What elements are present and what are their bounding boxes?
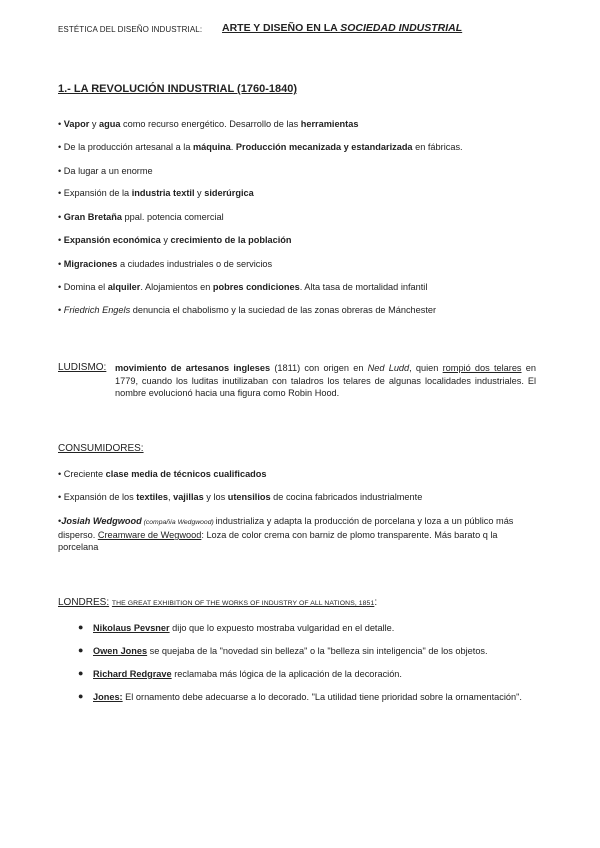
bullet-text: máquina <box>192 142 231 152</box>
bullet-text: a ciudades industriales o de servicios <box>117 259 273 269</box>
title-prefix: ARTE Y DISEÑO EN LA <box>222 22 341 34</box>
w-small: (compañía Wedgwood) <box>141 519 216 526</box>
ludismo-text-3: en 1779, cuando los luditas inutilizaban con taladros los telares de algunas localidades industriales. El nombre evolucionó hacia una figura como Robin Hood. <box>115 363 536 398</box>
section1-bullet <box>58 166 153 176</box>
londres-list-item <box>78 692 522 702</box>
bullet-text: . Alojamientos en <box>140 282 213 292</box>
londres-list-item <box>78 669 402 679</box>
title-italic: SOCIEDAD INDUSTRIAL <box>340 22 463 34</box>
w-underline: Creamware de Wegwood <box>97 530 202 540</box>
bullet-text: • <box>58 235 64 245</box>
ludismo-bold: movimiento de artesanos ingleses <box>115 363 271 373</box>
bullet-text: siderúrgica <box>204 188 254 198</box>
w-name: Josiah Wedgwood <box>61 516 142 526</box>
w-end: : Loza de color crema con barniz de plomo transparente. Más barato q la porcelana <box>58 530 498 552</box>
bullet-text: • Expansión de la <box>58 188 132 198</box>
bullet-text: • <box>58 259 64 269</box>
bullet-text: . Alta tasa de mortalidad infantil <box>299 282 428 292</box>
londres-item-text: se quejaba de la "novedad sin belleza" o la "belleza sin inteligencia" de los objetos. <box>147 646 488 656</box>
consumidores-bullet-1 <box>58 469 267 479</box>
bullet-text: Gran Bretaña <box>63 212 122 222</box>
bullet-text: • <box>58 305 64 315</box>
bullet-text: • Da lugar a un enorme <box>58 166 153 176</box>
bullet-text: y <box>160 235 171 245</box>
londres-item-name: Jones: <box>93 692 123 702</box>
bullet-text: Expansión económica <box>63 235 161 245</box>
bullet-text: y <box>194 188 205 198</box>
section1-bullet <box>58 142 463 152</box>
bullet-text: Friedrich Engels <box>63 305 131 315</box>
section1-bullet <box>58 259 272 269</box>
ludismo-text-1: (1811) con origen en <box>270 363 368 373</box>
londres-item-name: Richard Redgrave <box>93 669 172 679</box>
bullet-dot-icon: ● <box>78 691 84 701</box>
londres-label: LONDRES: <box>58 597 110 608</box>
bullet-text: • De la producción artesanal a la <box>58 142 193 152</box>
ludismo-paragraph <box>58 362 536 400</box>
londres-item-name: Owen Jones <box>93 646 148 656</box>
consumidores-bullet-2 <box>58 492 422 502</box>
wedgwood-paragraph <box>58 515 538 553</box>
ludismo-body <box>115 362 536 400</box>
document-title <box>222 22 462 34</box>
bullet-text: • Domina el <box>58 282 108 292</box>
c2-bold-2: vajillas <box>173 492 204 502</box>
londres-item-text: reclamaba más lógica de la aplicación de la decoración. <box>171 669 402 679</box>
c2-bold-3: utensilios <box>227 492 271 502</box>
bullet-text: y <box>89 119 100 129</box>
section-title-revolucion: 1.- LA REVOLUCIÓN INDUSTRIAL (1760-1840) <box>58 83 297 95</box>
londres-list-item <box>78 646 488 656</box>
section1-bullet <box>58 188 254 198</box>
c2-post: de cocina fabricados industrialmente <box>270 492 423 502</box>
londres-item-name: Nikolaus Pevsner <box>93 623 170 633</box>
londres-item-text: dijo que lo expuesto mostraba vulgaridad en el detalle. <box>169 623 395 633</box>
bullet-text: Migraciones <box>63 259 118 269</box>
section1-bullet <box>58 212 224 222</box>
bullet-text: alquiler <box>107 282 141 292</box>
bullet-text: • <box>58 119 64 129</box>
c1-bold: clase media de técnicos cualificados <box>105 469 267 479</box>
bullet-text: ppal. potencia comercial <box>122 212 224 222</box>
bullet-text: crecimiento de la población <box>170 235 292 245</box>
londres-item-text: El ornamento debe adecuarse a lo decorado. "La utilidad tiene prioridad sobre la ornamentación". <box>122 692 522 702</box>
bullet-text: denuncia el chabolismo y la suciedad de las zonas obreras de Mánchester <box>130 305 437 315</box>
section1-bullet <box>58 282 427 292</box>
bullet-text: . <box>230 142 236 152</box>
c1-pre: • Creciente <box>58 469 106 479</box>
c2-mid-1: , <box>167 492 174 502</box>
ludismo-italic: Ned Ludd <box>367 363 410 373</box>
section1-bullet <box>58 305 436 315</box>
consumidores-title: CONSUMIDORES: <box>58 443 144 454</box>
ludismo-underline: rompió dos telares <box>442 363 522 373</box>
bullet-text: herramientas <box>300 119 359 129</box>
bullet-text: pobres condiciones <box>212 282 300 292</box>
bullet-text: Producción mecanizada y estandarizada <box>235 142 413 152</box>
bullet-text: como recurso energético. Desarrollo de las <box>120 119 301 129</box>
c2-mid-2: y los <box>203 492 228 502</box>
bullet-text: en fábricas. <box>412 142 463 152</box>
w-text: industrializa y adapta la producción de porcelana y loza a un público más disperso. <box>58 516 514 540</box>
bullet-text: • <box>58 212 64 222</box>
londres-list-item <box>78 623 394 633</box>
ludismo-text-2: , quien <box>409 363 443 373</box>
londres-subtitle: THE GREAT EXHIBITION OF THE WORKS OF INDUSTRY OF ALL NATIONS, 1851 <box>111 600 375 607</box>
c2-bold-1: textiles <box>136 492 168 502</box>
w-bullet: • <box>58 516 62 526</box>
c2-pre: • Expansión de los <box>58 492 137 502</box>
bullet-text: Vapor <box>63 119 90 129</box>
section1-bullet <box>58 119 358 129</box>
bullet-dot-icon: ● <box>78 645 84 655</box>
bullet-dot-icon: ● <box>78 668 84 678</box>
header-subject: ESTÉTICA DEL DISEÑO INDUSTRIAL: <box>58 25 203 34</box>
londres-colon: : <box>374 597 378 608</box>
londres-heading <box>58 597 377 608</box>
section1-bullet <box>58 235 292 245</box>
bullet-dot-icon: ● <box>78 622 84 632</box>
bullet-text: industria textil <box>131 188 195 198</box>
bullet-text: agua <box>99 119 121 129</box>
ludismo-label: LUDISMO: <box>58 362 107 373</box>
